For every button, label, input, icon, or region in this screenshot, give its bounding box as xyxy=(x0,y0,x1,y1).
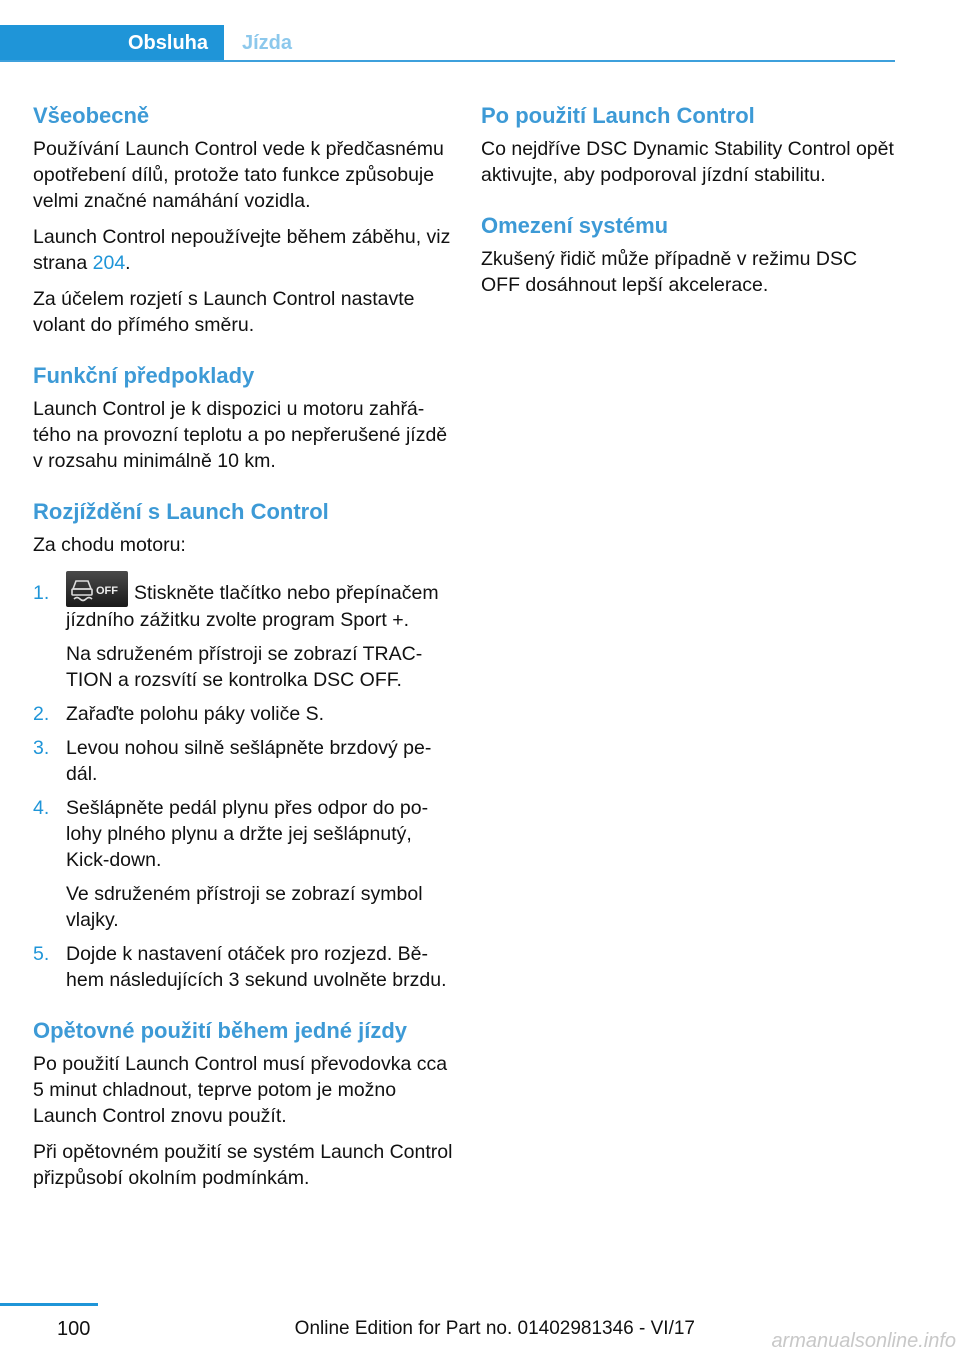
step-text: Dojde k nastavení otáček pro rozjezd. Během následujících 3 sekund uvolněte brzdu. xyxy=(66,943,447,991)
header-divider xyxy=(0,60,895,62)
list-item xyxy=(33,941,453,993)
list-item xyxy=(33,701,453,727)
step-text: Sešlápněte pedál plynu přes odpor do polohy plného plynu a držte jej sešlápnutý, Kick-down. xyxy=(66,797,429,871)
page-number: 100 xyxy=(57,1318,91,1340)
step-number: 3. xyxy=(33,737,50,759)
header-bar xyxy=(0,25,895,62)
section-title: Funkční předpoklady xyxy=(33,363,255,388)
step-text: Zařaďte polohu páky voliče S. xyxy=(66,703,325,725)
section-launch xyxy=(33,496,453,993)
list-item xyxy=(33,795,453,933)
right-column xyxy=(481,100,901,320)
steps-list xyxy=(33,580,453,993)
dsc-off-icon xyxy=(66,571,128,607)
step-number: 5. xyxy=(33,943,50,965)
paragraph: Za chodu motoru: xyxy=(33,534,186,556)
watermark: armanualsonline.info xyxy=(771,1330,956,1352)
step-subtext: Ve sdruženém přístroji se zobrazí symbol vlajky. xyxy=(66,883,423,931)
paragraph: Zkušený řidič může případně v režimu DSC OFF dosáhnout lepší akcelerace. xyxy=(481,248,858,296)
paragraph xyxy=(33,224,453,276)
footer-accent-line xyxy=(0,1303,98,1306)
step-number: 1. xyxy=(33,582,50,604)
section-reuse xyxy=(33,1015,453,1191)
step-text xyxy=(66,580,453,633)
step-subtext: Na sdruženém přístroji se zobrazí TRACTION a rozsvítí se kontrolka DSC OFF. xyxy=(66,643,423,691)
edition-text: Online Edition for Part no. 01402981346 - VI/17 xyxy=(294,1318,695,1339)
section-title: Omezení systému xyxy=(481,213,669,238)
step-text: Levou nohou silně sešlápněte brzdový pedál. xyxy=(66,737,432,785)
section-general xyxy=(33,100,453,338)
step-text-content: Stiskněte tlačítko nebo přepínačem jízdního zážitku zvolte program Sport +. xyxy=(66,582,439,631)
list-item xyxy=(33,735,453,787)
paragraph: Používání Launch Control vede k předčasnému opotřebení dílů, protože tato funkce způsobuje velmi značné namáhání vozidla. xyxy=(33,138,444,212)
paragraph: Za účelem rozjetí s Launch Control nastavte volant do přímého směru. xyxy=(33,288,415,336)
left-column xyxy=(33,100,453,1213)
paragraph: Launch Control je k dispozici u motoru zahřátého na provozní teplotu a po nepřerušené jízdě v rozsahu minimálně 10 km. xyxy=(33,398,448,472)
svg-text:OFF: OFF xyxy=(96,585,118,597)
paragraph: Při opětovném použití se systém Launch Control přizpůsobí okolním podmínkám. xyxy=(33,1141,453,1189)
tab-jizda[interactable]: Jízda xyxy=(242,32,293,54)
paragraph: Co nejdříve DSC Dynamic Stability Control opět aktivujte, aby podporoval jízdní stabilitu. xyxy=(481,138,894,186)
step-number: 4. xyxy=(33,797,50,819)
section-limits xyxy=(481,210,901,298)
page-link[interactable]: 204 xyxy=(92,252,126,274)
section-title: Rozjíždění s Launch Control xyxy=(33,499,329,524)
tab-obsluha[interactable]: Obsluha xyxy=(0,25,224,62)
section-prerequisites xyxy=(33,360,453,474)
section-title: Opětovné použití během jedné jízdy xyxy=(33,1018,408,1043)
section-title: Po použití Launch Control xyxy=(481,103,755,128)
step-number: 2. xyxy=(33,703,50,725)
paragraph-text: . xyxy=(125,252,131,274)
paragraph: Po použití Launch Control musí převodovka cca 5 minut chladnout, teprve potom je možno Launch Control znovu použít. xyxy=(33,1053,448,1127)
section-after-use xyxy=(481,100,901,188)
paragraph-text: Launch Control nepoužívejte během záběhu, viz strana xyxy=(33,226,451,274)
section-title: Všeobecně xyxy=(33,103,150,128)
list-item xyxy=(33,580,453,693)
